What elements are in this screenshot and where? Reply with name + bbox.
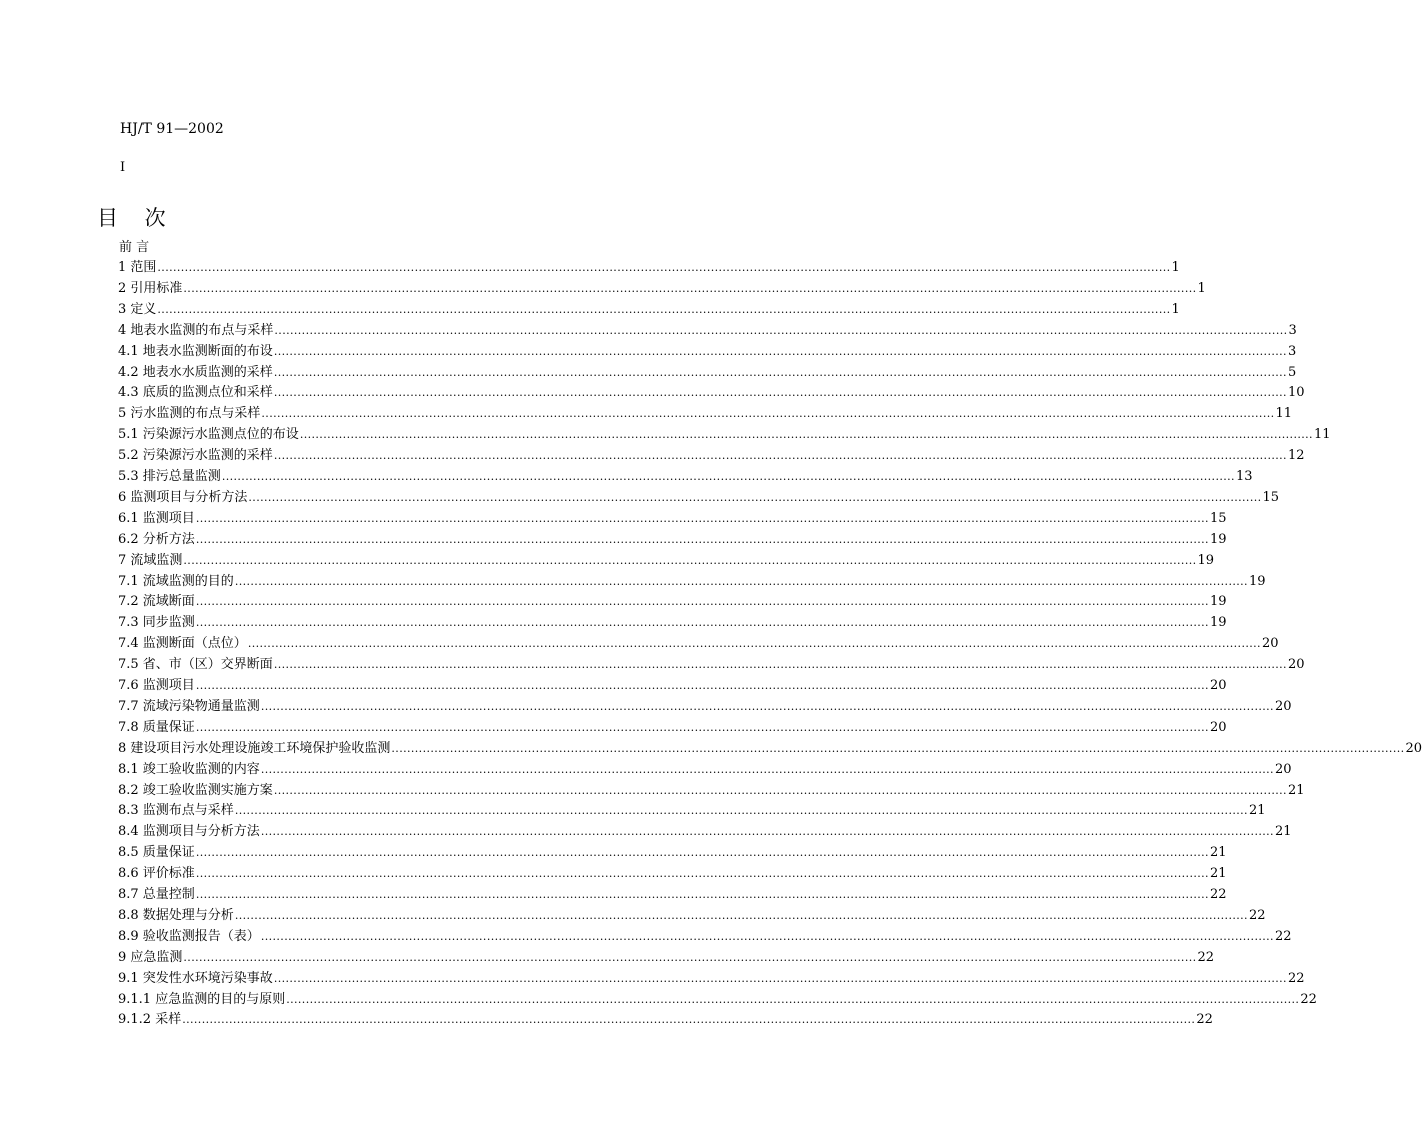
toc-entry[interactable] xyxy=(118,885,1227,905)
toc-entry[interactable] xyxy=(118,300,1180,320)
toc-leader-dots: .................................................................................................................................................................................................................................................................... xyxy=(273,783,1287,797)
toc-leader-dots: .................................................................................................................................................................................................................................................................... xyxy=(273,971,1287,985)
toc-entry[interactable] xyxy=(118,383,1305,403)
toc-entry-page-number: 22 xyxy=(1197,949,1215,965)
toc-entry-label: 4.1 地表水监测断面的布设 xyxy=(118,343,273,359)
toc-entry-page-number: 20 xyxy=(1261,636,1279,652)
toc-leader-dots: .................................................................................................................................................................................................................................................................... xyxy=(195,532,1209,546)
toc-entry-page-number: 3 xyxy=(1288,322,1297,338)
toc-entry-page-number: 21 xyxy=(1209,845,1227,861)
toc-entry-page-number: 3 xyxy=(1287,343,1297,359)
toc-entry-label: 2 引用标准 xyxy=(118,280,183,296)
toc-entry-page-number: 19 xyxy=(1209,615,1227,631)
toc-leader-dots: .................................................................................................................................................................................................................................................................... xyxy=(247,637,1261,651)
toc-entry-page-number: 20 xyxy=(1209,678,1227,693)
toc-entry[interactable] xyxy=(118,781,1305,801)
toc-entry[interactable] xyxy=(118,551,1215,571)
toc-entry-label: 8.4 监测项目与分析方法 xyxy=(118,824,260,840)
toc-entry-page-number: 1 xyxy=(1197,280,1206,296)
toc-entry-label: 8.9 验收监测报告（表） xyxy=(118,928,260,944)
toc-leader-dots: .................................................................................................................................................................................................................................................................... xyxy=(157,302,1171,316)
toc-entry-page-number: 22 xyxy=(1196,1012,1213,1028)
toc-leader-dots: .................................................................................................................................................................................................................................................................... xyxy=(195,511,1209,525)
toc-entry-label: 6.1 监测项目 xyxy=(118,510,195,526)
toc-leader-dots: .................................................................................................................................................................................................................................................................... xyxy=(286,992,1300,1006)
toc-leader-dots: .................................................................................................................................................................................................................................................................... xyxy=(273,658,1287,672)
toc-entry[interactable] xyxy=(118,258,1180,278)
toc-entry[interactable] xyxy=(118,927,1292,947)
toc-entry-label: 8.3 监测布点与采样 xyxy=(118,803,234,819)
toc-entry[interactable] xyxy=(118,342,1297,362)
toc-entry-page-number: 19 xyxy=(1197,552,1215,568)
toc-entry-page-number: 12 xyxy=(1287,448,1305,464)
toc-entry-page-number: 21 xyxy=(1209,866,1227,882)
toc-entry[interactable] xyxy=(118,404,1293,424)
toc-entry[interactable] xyxy=(118,718,1227,738)
toc-leader-dots: .................................................................................................................................................................................................................................................................... xyxy=(273,386,1287,400)
toc-entry-label: 4.3 底质的监测点位和采样 xyxy=(118,385,273,401)
toc-entry-label: 5 污水监测的布点与采样 xyxy=(118,406,261,422)
toc-entry-page-number: 22 xyxy=(1209,887,1227,902)
toc-entry[interactable] xyxy=(118,363,1297,383)
toc-leader-dots: .................................................................................................................................................................................................................................................................... xyxy=(183,281,1197,295)
toc-entry-page-number: 19 xyxy=(1209,594,1227,610)
toc-entry-page-number: 21 xyxy=(1248,803,1266,819)
toc-leader-dots: .................................................................................................................................................................................................................................................................... xyxy=(195,720,1209,734)
toc-leader-dots: .................................................................................................................................................................................................................................................................... xyxy=(260,699,1274,713)
toc-leader-dots: .................................................................................................................................................................................................................................................................... xyxy=(157,261,1171,274)
toc-entry[interactable] xyxy=(118,279,1206,299)
toc-entry-page-number: 20 xyxy=(1274,698,1292,714)
toc-leader-dots: .................................................................................................................................................................................................................................................................... xyxy=(261,407,1275,421)
toc-entry-label: 8 建设项目污水处理设施竣工环境保护验收监测 xyxy=(118,740,391,756)
toc-entry-label: 6.2 分析方法 xyxy=(118,531,195,547)
toc-leader-dots: .................................................................................................................................................................................................................................................................... xyxy=(260,762,1274,776)
toc-leader-dots: .................................................................................................................................................................................................................................................................... xyxy=(260,929,1274,943)
toc-entry-label: 5.2 污染源污水监测的采样 xyxy=(118,448,273,464)
toc-leader-dots: .................................................................................................................................................................................................................................................................... xyxy=(248,490,1262,504)
toc-entry[interactable] xyxy=(118,676,1227,696)
toc-leader-dots: .................................................................................................................................................................................................................................................................... xyxy=(195,595,1209,609)
toc-entry[interactable] xyxy=(118,592,1227,612)
toc-leader-dots: .................................................................................................................................................................................................................................................................... xyxy=(195,846,1209,860)
toc-entry[interactable] xyxy=(118,1010,1213,1030)
toc-entry-label: 7.5 省、市（区）交界断面 xyxy=(118,657,273,673)
toc-leader-dots: .................................................................................................................................................................................................................................................................... xyxy=(391,741,1405,755)
toc-leader-dots: .................................................................................................................................................................................................................................................................... xyxy=(299,428,1313,442)
toc-entry-page-number: 19 xyxy=(1248,573,1266,589)
toc-entry[interactable] xyxy=(118,655,1305,675)
toc-entry-label: 7.3 同步监测 xyxy=(118,615,195,631)
toc-leader-dots: .................................................................................................................................................................................................................................................................... xyxy=(195,616,1209,630)
toc-entry-label: 7 流域监测 xyxy=(118,552,183,568)
toc-entry[interactable] xyxy=(118,509,1227,529)
standard-code-header: HJ/T 91—2002 xyxy=(120,121,224,137)
toc-entry-label: 7.6 监测项目 xyxy=(118,678,195,693)
page-number-roman: I xyxy=(120,160,126,175)
toc-entry[interactable] xyxy=(118,760,1292,780)
toc-entry[interactable] xyxy=(118,634,1279,654)
toc-entry-page-number: 20 xyxy=(1209,719,1227,735)
toc-preface-entry[interactable]: 前 言 xyxy=(119,240,150,255)
toc-entry-label: 3 定义 xyxy=(118,301,157,317)
toc-entry-label: 7.4 监测断面（点位） xyxy=(118,636,247,652)
toc-leader-dots: .................................................................................................................................................................................................................................................................... xyxy=(234,574,1248,588)
toc-entry-page-number: 20 xyxy=(1405,740,1422,756)
toc-leader-dots: .................................................................................................................................................................................................................................................................... xyxy=(221,470,1235,483)
toc-entry[interactable] xyxy=(118,843,1227,863)
toc-entry[interactable] xyxy=(118,321,1297,341)
toc-entry-page-number: 1 xyxy=(1171,301,1180,317)
toc-entry-page-number: 22 xyxy=(1274,928,1292,944)
toc-entry-page-number: 20 xyxy=(1274,761,1292,777)
toc-entry-page-number: 19 xyxy=(1209,531,1227,547)
toc-leader-dots: .................................................................................................................................................................................................................................................................... xyxy=(273,449,1287,463)
toc-leader-dots: .................................................................................................................................................................................................................................................................... xyxy=(195,867,1209,881)
toc-leader-dots: .................................................................................................................................................................................................................................................................... xyxy=(195,888,1209,901)
toc-entry[interactable] xyxy=(118,425,1331,445)
toc-entry[interactable] xyxy=(118,572,1266,592)
toc-entry-page-number: 13 xyxy=(1235,469,1253,484)
toc-leader-dots: .................................................................................................................................................................................................................................................................... xyxy=(274,323,1288,337)
toc-entry-label: 6 监测项目与分析方法 xyxy=(118,489,248,505)
toc-entry-label: 7.2 流域断面 xyxy=(118,594,195,610)
toc-entry-label: 5.3 排污总量监测 xyxy=(118,469,221,484)
toc-entry-label: 9.1.1 应急监测的目的与原则 xyxy=(118,991,286,1007)
toc-leader-dots: .................................................................................................................................................................................................................................................................... xyxy=(234,908,1248,922)
toc-entry-label: 9.1 突发性水环境污染事故 xyxy=(118,970,273,986)
toc-entry-label: 7.8 质量保证 xyxy=(118,719,195,735)
toc-entry[interactable] xyxy=(118,613,1227,633)
toc-entry[interactable] xyxy=(118,990,1317,1010)
toc-entry-page-number: 15 xyxy=(1262,489,1280,505)
toc-entry-label: 8.5 质量保证 xyxy=(118,845,195,861)
toc-entry-page-number: 11 xyxy=(1275,406,1293,422)
toc-leader-dots: .................................................................................................................................................................................................................................................................... xyxy=(273,344,1287,358)
toc-leader-dots: .................................................................................................................................................................................................................................................................... xyxy=(183,950,1197,964)
toc-entry-label: 8.1 竣工验收监测的内容 xyxy=(118,761,260,777)
toc-entry[interactable] xyxy=(118,906,1266,926)
toc-entry[interactable] xyxy=(118,864,1227,884)
toc-entry[interactable] xyxy=(118,697,1292,717)
toc-entry[interactable] xyxy=(118,488,1280,508)
toc-entry-page-number: 22 xyxy=(1300,991,1317,1007)
toc-entry-label: 9.1.2 采样 xyxy=(118,1012,182,1028)
toc-entry[interactable] xyxy=(118,948,1215,968)
toc-entry-label: 7.7 流域污染物通量监测 xyxy=(118,698,260,714)
toc-entry-page-number: 1 xyxy=(1171,260,1180,275)
toc-entry[interactable] xyxy=(118,801,1266,821)
toc-entry-label: 5.1 污染源污水监测点位的布设 xyxy=(118,427,299,443)
toc-entry-page-number: 22 xyxy=(1248,907,1266,923)
toc-entry-label: 8.8 数据处理与分析 xyxy=(118,907,234,923)
toc-leader-dots: .................................................................................................................................................................................................................................................................... xyxy=(260,825,1274,839)
toc-entry-label: 8.7 总量控制 xyxy=(118,887,195,902)
toc-leader-dots: .................................................................................................................................................................................................................................................................... xyxy=(183,553,1197,567)
toc-entry[interactable] xyxy=(118,446,1305,466)
toc-entry-label: 4 地表水监测的布点与采样 xyxy=(118,322,274,338)
toc-entry-page-number: 11 xyxy=(1313,427,1331,443)
toc-entry-label: 8.2 竣工验收监测实施方案 xyxy=(118,782,273,798)
toc-entry-page-number: 15 xyxy=(1209,510,1227,526)
toc-entry-label: 9 应急监测 xyxy=(118,949,183,965)
toc-entry[interactable] xyxy=(118,969,1305,989)
toc-entry-page-number: 20 xyxy=(1287,657,1305,673)
toc-entry[interactable] xyxy=(118,467,1253,487)
toc-entry-label: 1 范围 xyxy=(118,260,157,275)
toc-leader-dots: .................................................................................................................................................................................................................................................................... xyxy=(234,804,1248,818)
toc-entry-page-number: 21 xyxy=(1287,782,1305,798)
toc-leader-dots: .................................................................................................................................................................................................................................................................... xyxy=(273,365,1287,379)
toc-entry-label: 8.6 评价标准 xyxy=(118,866,195,882)
toc-entry-page-number: 10 xyxy=(1287,385,1305,401)
toc-leader-dots: .................................................................................................................................................................................................................................................................... xyxy=(195,679,1209,692)
toc-entry-page-number: 22 xyxy=(1287,970,1305,986)
toc-entry-page-number: 21 xyxy=(1274,824,1292,840)
toc-title: 目 次 xyxy=(97,206,176,230)
toc-entry[interactable] xyxy=(118,822,1292,842)
toc-entry[interactable] xyxy=(118,530,1227,550)
toc-entry[interactable] xyxy=(118,739,1422,759)
toc-entry-label: 4.2 地表水水质监测的采样 xyxy=(118,364,273,380)
toc-leader-dots: .................................................................................................................................................................................................................................................................... xyxy=(182,1013,1196,1027)
toc-entry-label: 7.1 流域监测的目的 xyxy=(118,573,234,589)
toc-entry-page-number: 5 xyxy=(1287,364,1297,380)
